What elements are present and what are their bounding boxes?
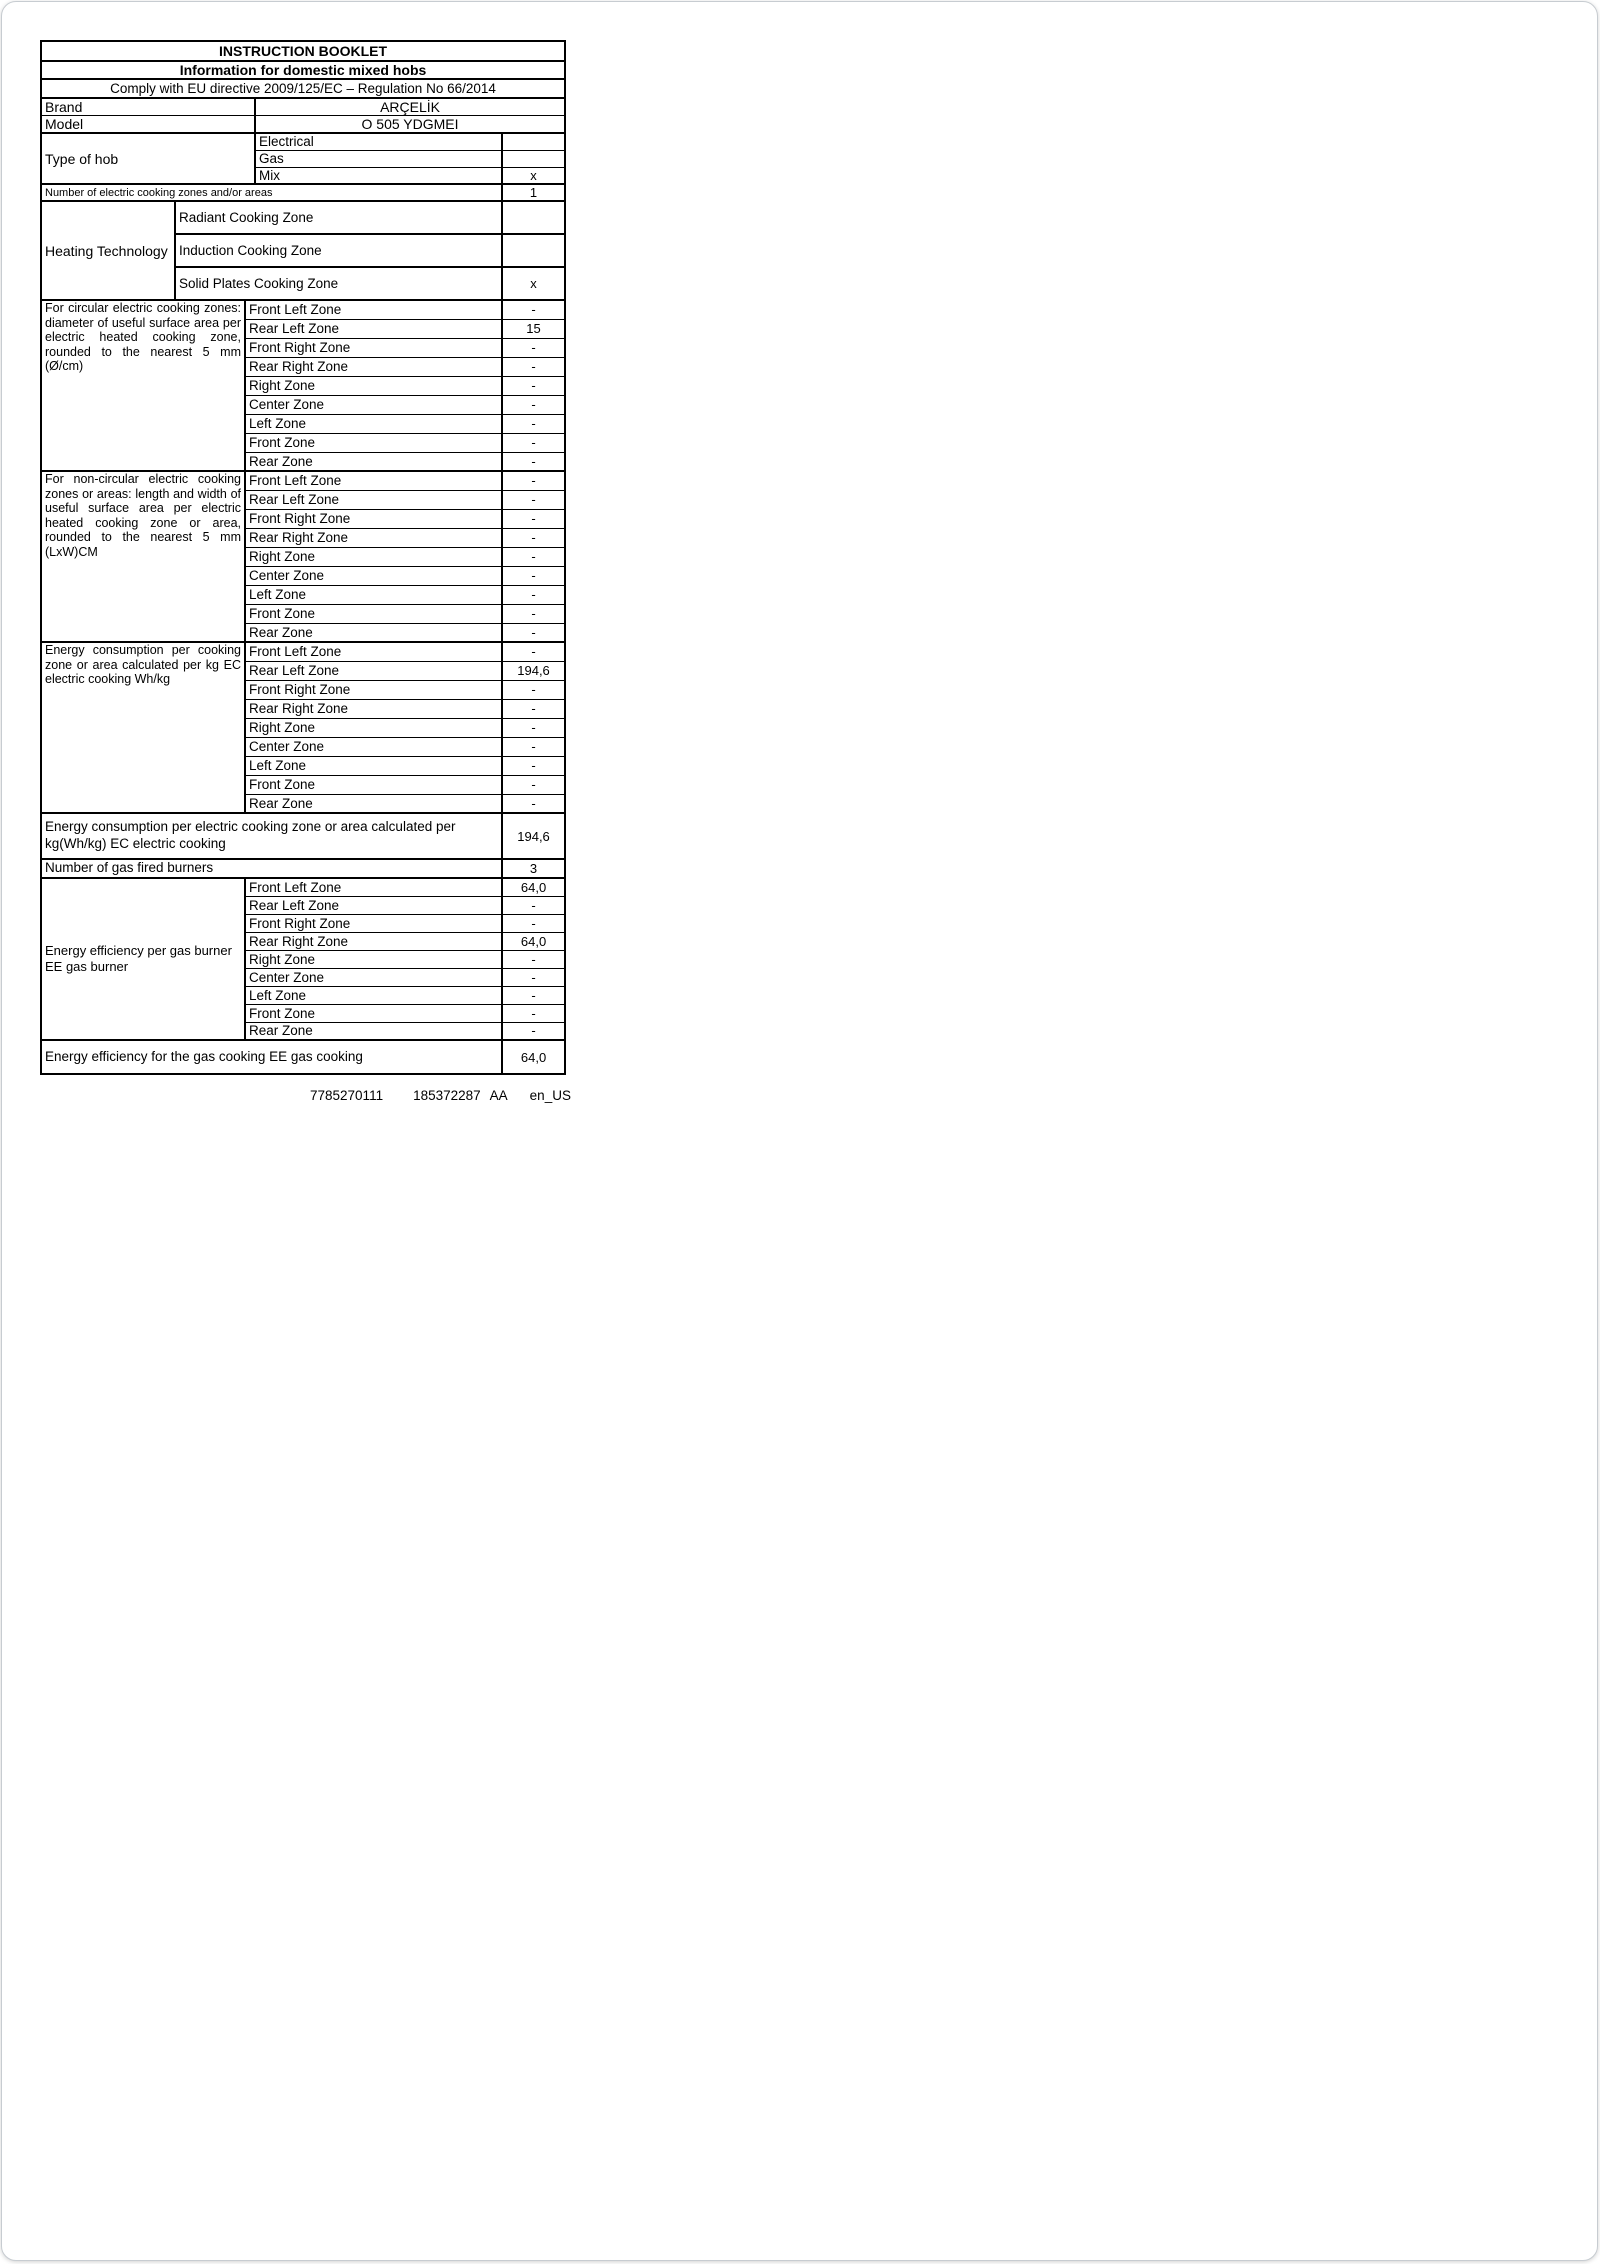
zone-label: Rear Left Zone — [245, 896, 502, 914]
document-title: INSTRUCTION BOOKLET — [41, 41, 565, 61]
zone-label: Rear Zone — [245, 623, 502, 642]
heating-option-label: Solid Plates Cooking Zone — [175, 267, 502, 300]
zone-label: Rear Right Zone — [245, 528, 502, 547]
zone-value: - — [502, 756, 565, 775]
heating-technology-label: Heating Technology — [41, 201, 175, 300]
zone-value: - — [502, 1022, 565, 1040]
table-row — [41, 813, 565, 859]
zone-value: - — [502, 338, 565, 357]
table-row — [41, 184, 565, 201]
heating-option-label: Induction Cooking Zone — [175, 234, 502, 267]
zone-label: Rear Zone — [245, 1022, 502, 1040]
directive-line: Comply with EU directive 2009/125/EC – Regulation No 66/2014 — [41, 79, 565, 98]
zone-value: - — [502, 414, 565, 433]
zone-value: - — [502, 357, 565, 376]
noncircular-zones-label: For non-circular electric cooking zones or areas: length and width of useful surface area per electric heated cooking zone or area, rounded to the nearest 5 mm (LxW)CM — [41, 471, 245, 642]
footer-code: AA — [489, 1088, 508, 1103]
zone-value: - — [502, 718, 565, 737]
hob-option-label: Gas — [255, 150, 502, 167]
footer-codes — [310, 1088, 571, 1103]
zone-value: - — [502, 395, 565, 414]
table-row — [41, 1040, 565, 1074]
zone-value: - — [502, 509, 565, 528]
zone-label: Rear Right Zone — [245, 357, 502, 376]
heating-option-label: Radiant Cooking Zone — [175, 201, 502, 234]
zone-label: Front Zone — [245, 775, 502, 794]
zone-label: Rear Zone — [245, 794, 502, 813]
zone-label: Front Zone — [245, 433, 502, 452]
zone-value: - — [502, 604, 565, 623]
zone-value: 15 — [502, 319, 565, 338]
table-row — [41, 471, 565, 490]
zone-value: 64,0 — [502, 878, 565, 896]
table-row — [41, 859, 565, 878]
zone-value: - — [502, 471, 565, 490]
zone-value: - — [502, 566, 565, 585]
zone-label: Rear Zone — [245, 452, 502, 471]
zone-value: - — [502, 433, 565, 452]
zone-label: Center Zone — [245, 395, 502, 414]
zone-value: - — [502, 528, 565, 547]
zone-value: 64,0 — [502, 932, 565, 950]
zone-label: Right Zone — [245, 950, 502, 968]
zone-value: - — [502, 680, 565, 699]
hob-information-table — [40, 40, 566, 1075]
table-row — [41, 133, 565, 150]
zone-value: - — [502, 490, 565, 509]
zone-label: Rear Left Zone — [245, 319, 502, 338]
type-of-hob-label: Type of hob — [41, 133, 255, 184]
zone-value: - — [502, 968, 565, 986]
zone-value: 194,6 — [502, 661, 565, 680]
zone-value: - — [502, 452, 565, 471]
zone-label: Front Left Zone — [245, 878, 502, 896]
hob-option-value — [502, 133, 565, 150]
table-row — [41, 98, 565, 116]
footer-code: en_US — [529, 1088, 571, 1103]
gas-efficiency-total-value: 64,0 — [502, 1040, 565, 1074]
gas-burner-count-label: Number of gas fired burners — [41, 859, 502, 878]
zone-label: Front Right Zone — [245, 509, 502, 528]
zone-value: - — [502, 914, 565, 932]
zone-label: Front Left Zone — [245, 642, 502, 661]
zone-label: Front Right Zone — [245, 680, 502, 699]
zone-label: Front Left Zone — [245, 300, 502, 319]
gas-efficiency-total-label: Energy efficiency for the gas cooking EE gas cooking — [41, 1040, 502, 1074]
table-row — [41, 61, 565, 79]
model-label: Model — [41, 116, 255, 134]
model-value: O 505 YDGMEI — [255, 116, 565, 134]
footer-code: 185372287 — [413, 1088, 481, 1103]
zone-label: Right Zone — [245, 547, 502, 566]
zone-value: - — [502, 300, 565, 319]
zone-label: Rear Left Zone — [245, 661, 502, 680]
energy-per-zone-label: Energy consumption per cooking zone or area calculated per kg EC electric cooking Wh/kg — [41, 642, 245, 813]
gas-efficiency-label: Energy efficiency per gas burner EE gas burner — [41, 878, 245, 1040]
electric-zone-count-label: Number of electric cooking zones and/or areas — [41, 184, 502, 201]
zone-value: - — [502, 547, 565, 566]
table-row — [41, 201, 565, 234]
zone-label: Rear Right Zone — [245, 699, 502, 718]
zone-label: Rear Right Zone — [245, 932, 502, 950]
zone-value: - — [502, 1004, 565, 1022]
zone-value: - — [502, 623, 565, 642]
zone-label: Front Zone — [245, 604, 502, 623]
zone-value: - — [502, 986, 565, 1004]
zone-label: Front Zone — [245, 1004, 502, 1022]
zone-value: - — [502, 585, 565, 604]
zone-label: Left Zone — [245, 986, 502, 1004]
zone-label: Rear Left Zone — [245, 490, 502, 509]
zone-label: Left Zone — [245, 414, 502, 433]
table-row — [41, 642, 565, 661]
zone-value: - — [502, 794, 565, 813]
brand-value: ARÇELİK — [255, 98, 565, 116]
heating-option-value: x — [502, 267, 565, 300]
hob-option-label: Electrical — [255, 133, 502, 150]
hob-option-label: Mix — [255, 167, 502, 184]
zone-label: Front Right Zone — [245, 338, 502, 357]
zone-value: - — [502, 376, 565, 395]
zone-value: - — [502, 699, 565, 718]
heating-option-value — [502, 201, 565, 234]
document-page — [1, 1, 1598, 2261]
table-row — [41, 300, 565, 319]
energy-total-label: Energy consumption per electric cooking zone or area calculated per kg(Wh/kg) EC electric cooking — [41, 813, 502, 859]
zone-label: Left Zone — [245, 585, 502, 604]
zone-value: - — [502, 896, 565, 914]
zone-label: Right Zone — [245, 718, 502, 737]
zone-label: Front Right Zone — [245, 914, 502, 932]
energy-total-value: 194,6 — [502, 813, 565, 859]
hob-option-value — [502, 150, 565, 167]
zone-label: Front Left Zone — [245, 471, 502, 490]
zone-label: Center Zone — [245, 968, 502, 986]
document-subtitle: Information for domestic mixed hobs — [41, 61, 565, 79]
brand-label: Brand — [41, 98, 255, 116]
electric-zone-count-value: 1 — [502, 184, 565, 201]
zone-label: Left Zone — [245, 756, 502, 775]
zone-value: - — [502, 775, 565, 794]
gas-burner-count-value: 3 — [502, 859, 565, 878]
circular-zones-label: For circular electric cooking zones: diameter of useful surface area per electric heated cooking zone, rounded to the nearest 5 mm (Ø/cm) — [41, 300, 245, 471]
zone-label: Center Zone — [245, 737, 502, 756]
zone-value: - — [502, 642, 565, 661]
table-row — [41, 41, 565, 61]
zone-value: - — [502, 950, 565, 968]
heating-option-value — [502, 234, 565, 267]
table-row — [41, 878, 565, 896]
hob-option-value: x — [502, 167, 565, 184]
table-row — [41, 116, 565, 134]
footer-code: 7785270111 — [310, 1088, 384, 1103]
zone-label: Center Zone — [245, 566, 502, 585]
zone-label: Right Zone — [245, 376, 502, 395]
table-row — [41, 79, 565, 98]
zone-value: - — [502, 737, 565, 756]
